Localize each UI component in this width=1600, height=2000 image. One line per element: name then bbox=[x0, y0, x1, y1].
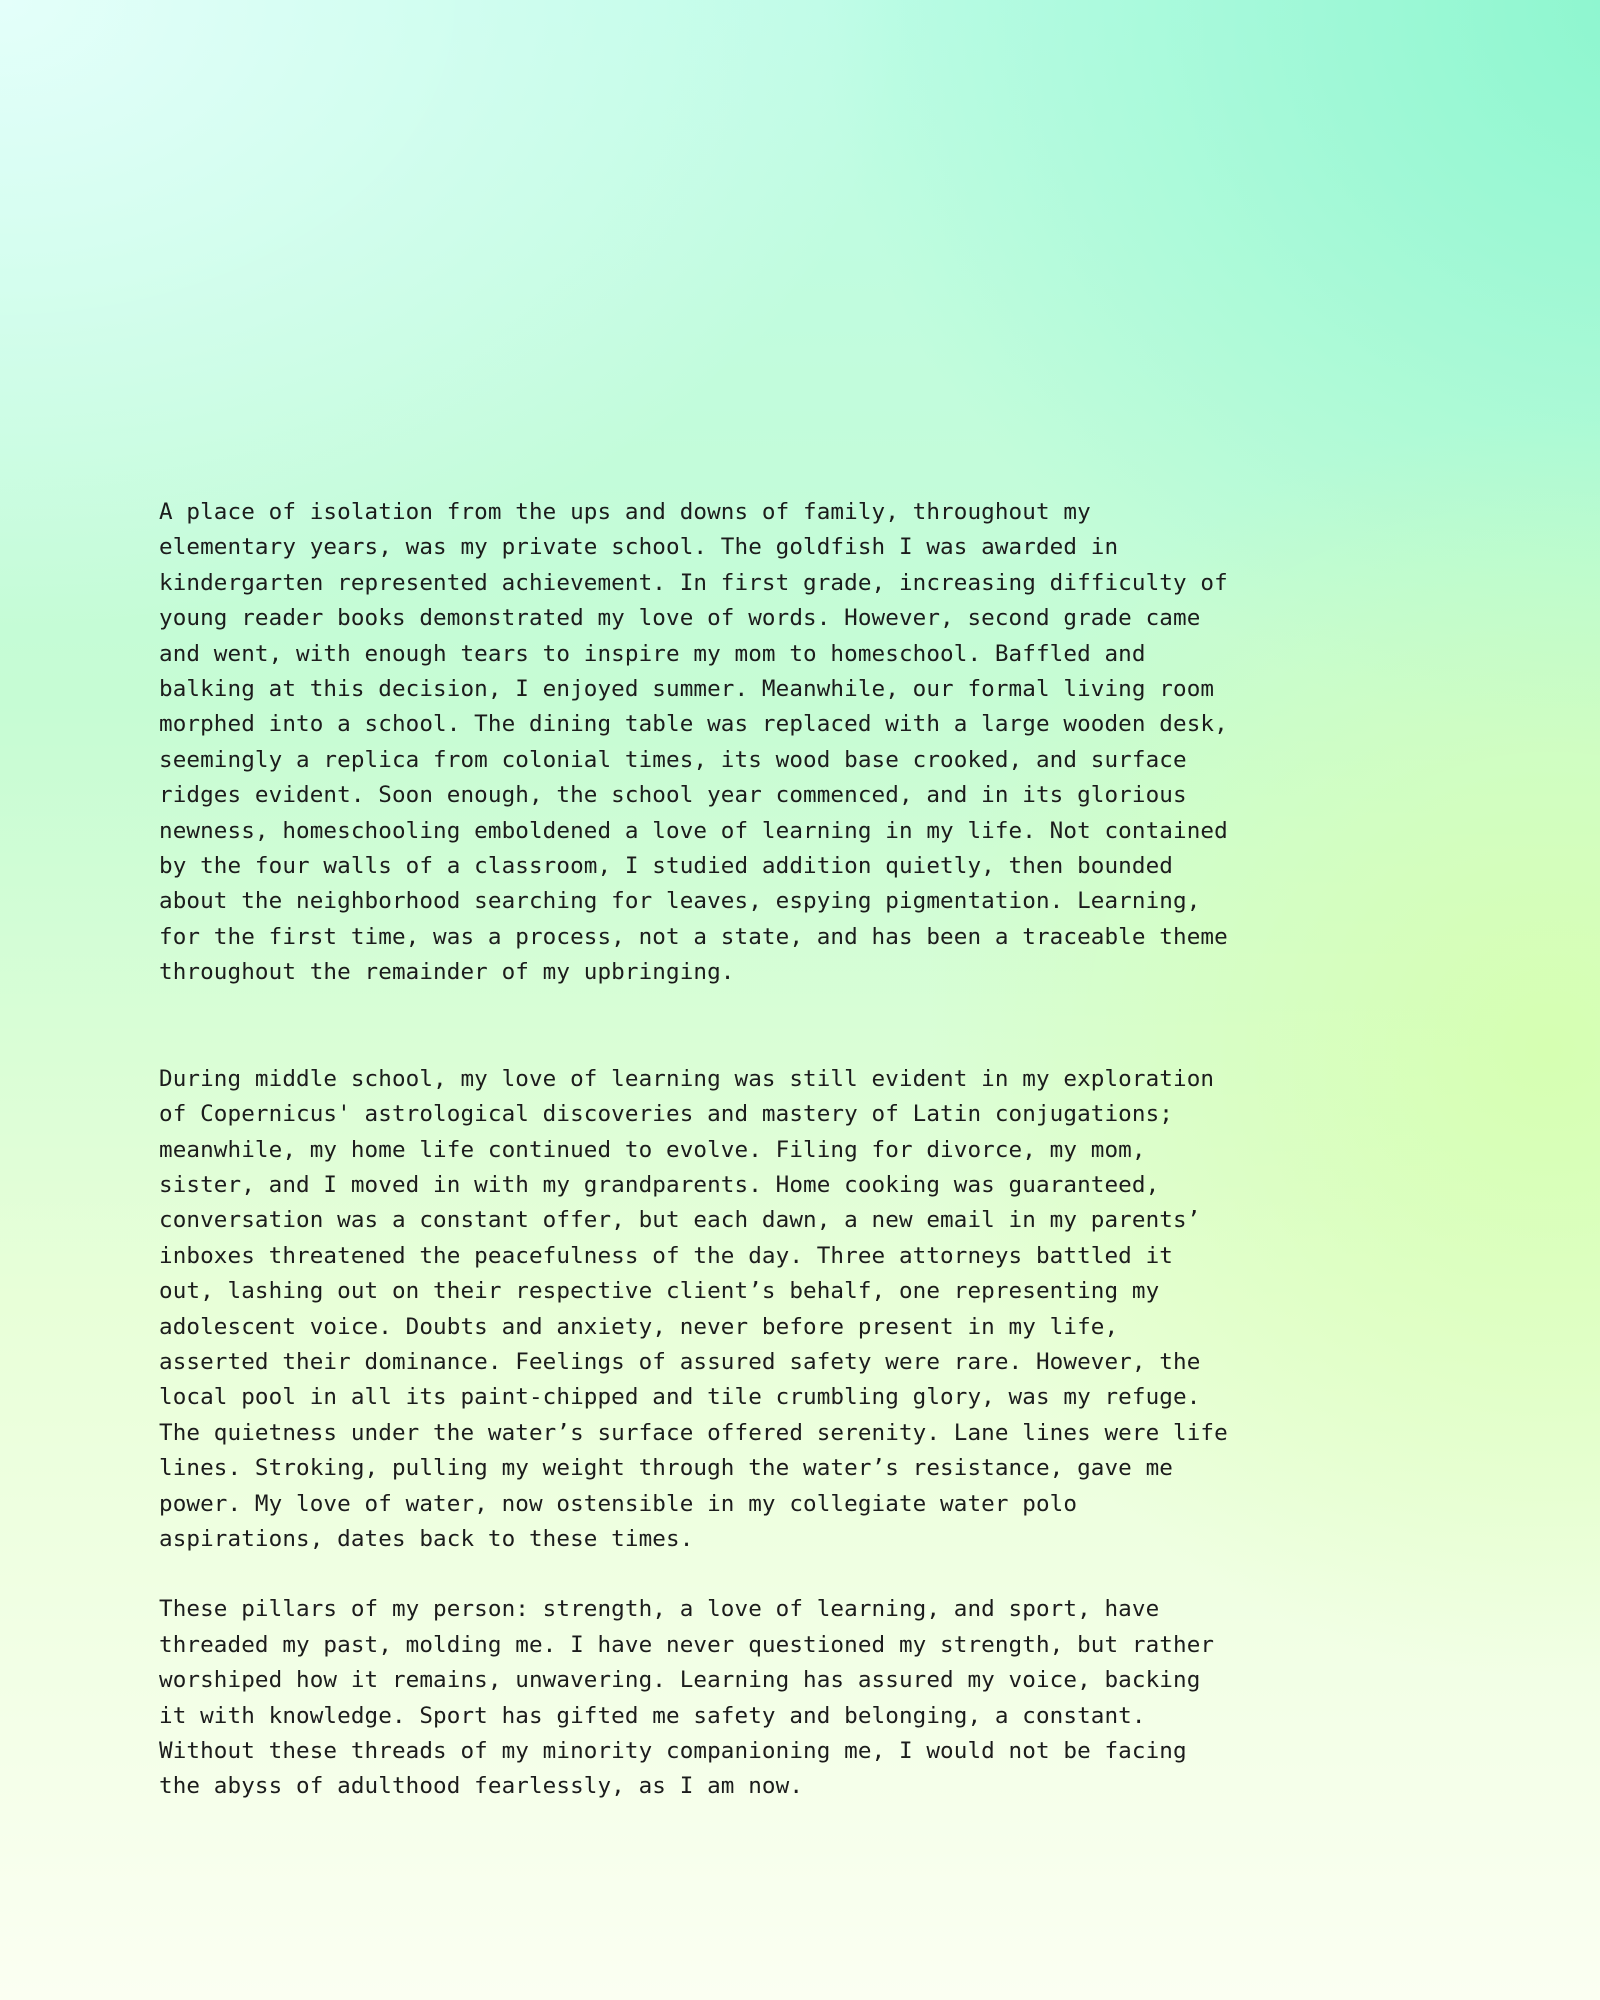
text-line: asserted their dominance. Feelings of assured safety were rare. However, the bbox=[159, 1348, 1201, 1375]
text-line: the abyss of adulthood fearlessly, as I am now. bbox=[159, 1773, 804, 1800]
essay-body bbox=[159, 495, 1259, 1805]
text-line: During middle school, my love of learning was still evident in my exploration bbox=[159, 1065, 1215, 1092]
text-line: seemingly a replica from colonial times, its wood base crooked, and surface bbox=[159, 746, 1187, 773]
paragraph-3 bbox=[159, 1592, 1259, 1804]
text-line: young reader books demonstrated my love of words. However, second grade came bbox=[159, 605, 1201, 632]
text-line: newness, homeschooling emboldened a love of learning in my life. Not contained bbox=[159, 817, 1228, 844]
text-line: local pool in all its paint-chipped and tile crumbling glory, was my refuge. bbox=[159, 1384, 1201, 1411]
text-line: conversation was a constant offer, but each dawn, a new email in my parents’ bbox=[159, 1207, 1201, 1234]
text-line: inboxes threatened the peacefulness of the day. Three attorneys battled it bbox=[159, 1242, 1173, 1269]
text-line: adolescent voice. Doubts and anxiety, never before present in my life, bbox=[159, 1313, 1119, 1340]
text-line: for the first time, was a process, not a state, and has been a traceable theme bbox=[159, 923, 1228, 950]
text-line: elementary years, was my private school. The goldfish I was awarded in bbox=[159, 534, 1119, 561]
text-line: throughout the remainder of my upbringing. bbox=[159, 959, 735, 986]
text-line: Without these threads of my minority companioning me, I would not be facing bbox=[159, 1738, 1187, 1764]
text-line: morphed into a school. The dining table was replaced with a large wooden desk, bbox=[159, 711, 1228, 738]
text-line: worshiped how it remains, unwavering. Learning has assured my voice, backing bbox=[159, 1667, 1201, 1694]
text-line: balking at this decision, I enjoyed summer. Meanwhile, our formal living room bbox=[159, 676, 1215, 703]
text-line: meanwhile, my home life continued to evolve. Filing for divorce, my mom, bbox=[159, 1136, 1146, 1163]
text-line: threaded my past, molding me. I have never questioned my strength, but rather bbox=[159, 1631, 1215, 1658]
text-line: ridges evident. Soon enough, the school year commenced, and in its glorious bbox=[159, 782, 1187, 809]
text-line: out, lashing out on their respective client’s behalf, one representing my bbox=[159, 1278, 1160, 1305]
text-line: of Copernicus' astrological discoveries and mastery of Latin conjugations; bbox=[159, 1101, 1173, 1128]
text-line: and went, with enough tears to inspire my mom to homeschool. Baffled and bbox=[159, 640, 1146, 667]
text-line: A place of isolation from the ups and downs of family, throughout my bbox=[159, 499, 1091, 525]
paragraph-1 bbox=[159, 495, 1259, 991]
text-line: These pillars of my person: strength, a love of learning, and sport, have bbox=[159, 1596, 1160, 1623]
text-line: about the neighborhood searching for leaves, espying pigmentation. Learning, bbox=[159, 888, 1201, 915]
text-line: power. My love of water, now ostensible in my collegiate water polo bbox=[159, 1490, 1078, 1517]
text-line: lines. Stroking, pulling my weight through the water’s resistance, gave me bbox=[159, 1455, 1173, 1482]
text-line: kindergarten represented achievement. In first grade, increasing difficulty of bbox=[159, 569, 1228, 596]
paragraph-2 bbox=[159, 1062, 1259, 1558]
text-line: it with knowledge. Sport has gifted me safety and belonging, a constant. bbox=[159, 1702, 1146, 1729]
text-line: sister, and I moved in with my grandparents. Home cooking was guaranteed, bbox=[159, 1171, 1160, 1198]
text-line: by the four walls of a classroom, I studied addition quietly, then bounded bbox=[159, 853, 1173, 880]
text-line: The quietness under the water’s surface offered serenity. Lane lines were life bbox=[159, 1419, 1228, 1446]
text-line: aspirations, dates back to these times. bbox=[159, 1525, 694, 1552]
